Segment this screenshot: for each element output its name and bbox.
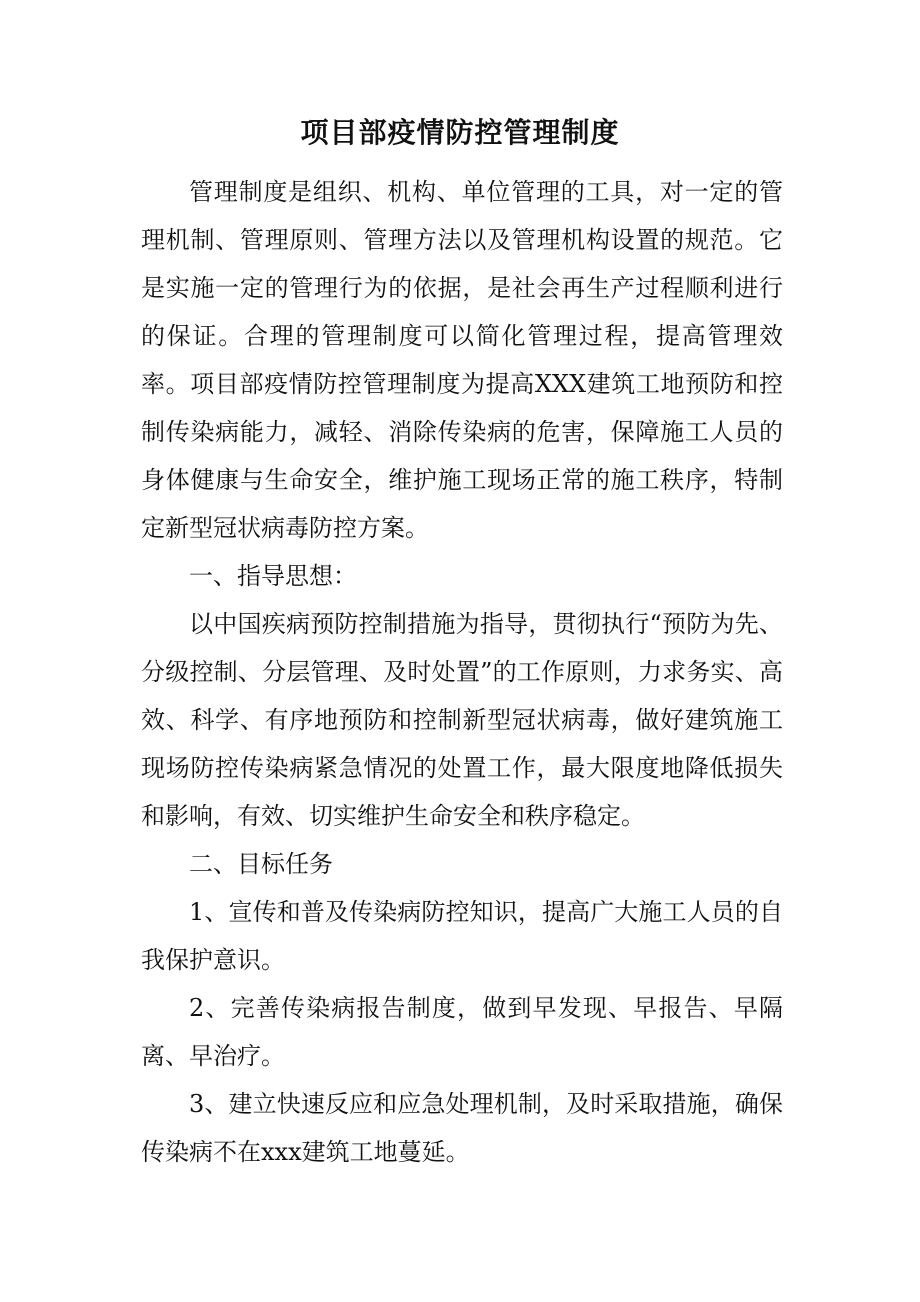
task-item-2: 2、完善传染病报告制度，做到早发现、早报告、早隔离、早治疗。 [141, 994, 783, 1070]
section-heading-goals-tasks: 二、目标任务 [189, 850, 333, 878]
section-heading-guiding-ideology: 一、指导思想： [189, 562, 357, 590]
task-item-1: 1、宣传和普及传染病防控知识，提高广大施工人员的自我保护意识。 [141, 898, 783, 974]
document-body [141, 168, 783, 1176]
guiding-ideology-paragraph: 以中国疾病预防控制措施为指导，贯彻执行“预防为先、分级控制、分层管理、及时处置”的工作原则，力求务实、高效、科学、有序地预防和控制新型冠状病毒，做好建筑施工现场防控传染病紧急情况的处置工作，最大限度地降低损失和影响，有效、切实维护生命安全和秩序稳定。 [141, 610, 783, 830]
task-item-3: 3、建立快速反应和应急处理机制，及时采取措施，确保传染病不在xxx建筑工地蔓延。 [141, 1090, 783, 1166]
document-title: 项目部疫情防控管理制度 [300, 116, 620, 149]
intro-paragraph: 管理制度是组织、机构、单位管理的工具，对一定的管理机制、管理原则、管理方法以及管理机构设置的规范。它是实施一定的管理行为的依据，是社会再生产过程顺利进行的保证。合理的管理制度可以简化管理过程，提高管理效率。项目部疫情防控管理制度为提高XXX建筑工地预防和控制传染病能力，减轻、消除传染病的危害，保障施工人员的身体健康与生命安全，维护施工现场正常的施工秩序，特制定新型冠状病毒防控方案。 [141, 178, 783, 542]
